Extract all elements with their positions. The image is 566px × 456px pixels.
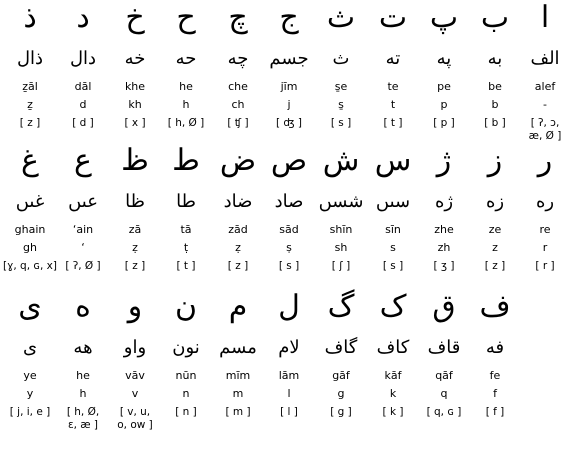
letter-ipa: [ ʤ ]: [276, 117, 302, 129]
letter-ipa: [ ʃ ]: [331, 260, 351, 272]
letter-glyph: چ: [228, 0, 248, 35]
letter-name-transliteration: he: [76, 369, 90, 382]
letter-romanization: -: [543, 98, 547, 111]
letter-romanization: f: [493, 387, 497, 400]
letter-glyph: س: [374, 143, 412, 178]
letter-name-transliteration: ye: [23, 369, 37, 382]
letter-glyph: د: [76, 0, 90, 35]
letter-ipa: [ t ]: [383, 117, 403, 129]
letter-name-transliteration: lām: [278, 369, 300, 382]
letter-glyph: ح: [176, 0, 196, 35]
letter-glyph: م: [228, 289, 248, 324]
letter-ipa: [ z ]: [19, 117, 41, 129]
letter-name-persian: گاف: [324, 337, 358, 358]
letter-name-persian: مسم: [219, 337, 257, 358]
letter-name-persian: حه: [175, 48, 197, 69]
letter-ipa: [ f ]: [485, 406, 505, 418]
letter-romanization: h: [79, 387, 87, 400]
letter-romanization: ẓ: [132, 241, 138, 254]
letter-ipa: [ r ]: [535, 260, 555, 272]
letter-name-persian: نون: [172, 337, 200, 358]
letter-name-transliteration: alef: [534, 80, 556, 93]
letter-romanization: z: [492, 241, 498, 254]
letter-name-persian: طا: [176, 191, 196, 212]
letter-romanization: l: [287, 387, 291, 400]
letter-name-persian: قاف: [427, 337, 461, 358]
letter-glyph: ب: [480, 0, 510, 35]
letter-glyph: غ: [21, 143, 39, 178]
letter-name-transliteration: khe: [124, 80, 146, 93]
letter-name-persian: ژه: [434, 191, 454, 212]
letter-name-persian: صاد: [274, 191, 304, 212]
letter-name-persian: شسں: [318, 191, 364, 212]
letter-glyph: ص: [270, 143, 308, 178]
letter-romanization: r: [542, 241, 548, 254]
letter-romanization: g: [337, 387, 345, 400]
letter-name-transliteration: he: [179, 80, 193, 93]
letter-name-transliteration: fe: [489, 369, 501, 382]
letter-name-persian: ث: [332, 48, 350, 69]
letter-glyph: ت: [378, 0, 408, 35]
letter-romanization: ṭ: [183, 241, 189, 254]
letter-romanization: n: [182, 387, 190, 400]
letter-glyph: ا: [540, 0, 550, 35]
letter-romanization: q: [440, 387, 448, 400]
letter-glyph: گ: [327, 289, 355, 324]
letter-name-transliteration: shīn: [329, 223, 353, 236]
letter-ipa: [ s ]: [330, 117, 352, 129]
letter-name-persian: جسم: [269, 48, 309, 69]
letter-ipa: [ n ]: [175, 406, 197, 418]
letter-name-persian: ظا: [125, 191, 145, 212]
letter-name-transliteration: mīm: [225, 369, 251, 382]
letter-romanization: y: [26, 387, 34, 400]
letter-ipa: [ ʒ ]: [433, 260, 455, 272]
letter-ipa: [ l ]: [280, 406, 298, 418]
letter-name-transliteration: zhe: [434, 223, 454, 236]
letter-glyph: ظ: [121, 143, 149, 178]
letter-name-transliteration: gāf: [332, 369, 350, 382]
letter-name-persian: ره: [535, 191, 555, 212]
letter-name-persian: فه: [485, 337, 505, 358]
letter-name-transliteration: tā: [180, 223, 192, 236]
letter-romanization: m: [232, 387, 244, 400]
letter-name-transliteration: nūn: [175, 369, 197, 382]
letter-romanization: t: [390, 98, 396, 111]
letter-name-persian: عىں: [68, 191, 98, 212]
letter-glyph: ج: [279, 0, 299, 35]
letter-ipa: [ q, ɢ ]: [426, 406, 462, 418]
letter-name-persian: غىں: [15, 191, 45, 212]
letter-glyph: ف: [479, 289, 511, 324]
letter-romanization: kh: [128, 98, 142, 111]
letter-glyph: خ: [125, 0, 145, 35]
letter-name-persian: په: [436, 48, 452, 69]
letter-romanization: zh: [437, 241, 451, 254]
letter-name-transliteration: be: [488, 80, 502, 93]
letter-ipa: [ s ]: [382, 260, 404, 272]
letter-ipa: [ ʔ, Ø ]: [65, 260, 101, 272]
letter-romanization: ch: [231, 98, 245, 111]
letter-romanization: h: [182, 98, 190, 111]
letter-ipa: [ ʔ, ɔ, æ, Ø ]: [528, 117, 562, 142]
letter-ipa: [ v, u, o, ow ]: [117, 406, 153, 431]
letter-romanization: k: [389, 387, 397, 400]
letter-ipa: [ k ]: [382, 406, 404, 418]
letter-glyph: و: [127, 289, 143, 324]
letter-ipa: [ ʧ ]: [227, 117, 249, 129]
letter-name-transliteration: qāf: [435, 369, 453, 382]
letter-ipa: [ h, Ø ]: [167, 117, 205, 129]
letter-name-persian: الف: [530, 48, 560, 69]
letter-romanization: j: [287, 98, 291, 111]
letter-name-persian: ذال: [16, 48, 44, 69]
letter-glyph: ر: [537, 143, 553, 178]
letter-glyph: ل: [278, 289, 300, 324]
letter-name-transliteration: zā: [128, 223, 142, 236]
letter-glyph: ن: [174, 289, 198, 324]
letter-name-persian: ضاد: [223, 191, 253, 212]
letter-ipa: [ z ]: [484, 260, 506, 272]
letter-glyph: ض: [219, 143, 257, 178]
letter-name-transliteration: re: [539, 223, 551, 236]
letter-glyph: ک: [379, 289, 407, 324]
letter-name-transliteration: ghain: [14, 223, 46, 236]
letter-ipa: [ p ]: [433, 117, 455, 129]
letter-romanization: sh: [334, 241, 348, 254]
letter-glyph: ذ: [23, 0, 37, 35]
letter-glyph: ع: [74, 143, 92, 178]
letter-name-transliteration: te: [387, 80, 399, 93]
letter-name-persian: ى: [22, 337, 38, 358]
letter-romanization: ṣ: [286, 241, 292, 254]
letter-name-transliteration: che: [228, 80, 248, 93]
letter-glyph: ط: [172, 143, 200, 178]
letter-name-persian: لام: [278, 337, 300, 358]
letter-name-persian: چه: [227, 48, 249, 69]
letter-romanization: d: [79, 98, 87, 111]
letter-romanization: ẓ: [235, 241, 241, 254]
letter-name-transliteration: kāf: [384, 369, 402, 382]
letter-glyph: ه: [75, 289, 91, 324]
letter-name-transliteration: ‘ain: [72, 223, 94, 236]
letter-romanization: s: [390, 241, 396, 254]
letter-romanization: b: [491, 98, 499, 111]
letter-romanization: ẕ: [27, 98, 33, 111]
letter-ipa: [ z ]: [124, 260, 146, 272]
letter-name-persian: کاف: [376, 337, 410, 358]
letter-name-persian: هه: [73, 337, 93, 358]
letter-name-persian: واو: [123, 337, 147, 358]
letter-name-transliteration: zād: [228, 223, 248, 236]
letter-name-transliteration: vāv: [125, 369, 145, 382]
letter-glyph: ش: [322, 143, 360, 178]
letter-name-persian: ته: [385, 48, 401, 69]
letter-name-transliteration: dāl: [74, 80, 92, 93]
letter-ipa: [ s ]: [278, 260, 300, 272]
letter-name-transliteration: jīm: [280, 80, 298, 93]
letter-romanization: gh: [23, 241, 37, 254]
letter-ipa: [ x ]: [124, 117, 146, 129]
letter-name-transliteration: ze: [488, 223, 502, 236]
letter-ipa: [ d ]: [72, 117, 94, 129]
letter-romanization: ‘: [81, 241, 85, 254]
letter-ipa: [ j, i, e ]: [9, 406, 51, 418]
letter-name-transliteration: pe: [437, 80, 451, 93]
letter-name-transliteration: ẕāl: [22, 80, 38, 93]
letter-name-persian: به: [487, 48, 503, 69]
letter-ipa: [ g ]: [330, 406, 352, 418]
letter-name-persian: خه: [124, 48, 146, 69]
letter-name-persian: سىں: [375, 191, 411, 212]
letter-romanization: p: [440, 98, 448, 111]
letter-ipa: [ɣ, q, ɢ, x]: [3, 260, 57, 272]
letter-ipa: [ b ]: [484, 117, 506, 129]
letter-romanization: v: [131, 387, 139, 400]
letter-name-transliteration: s̱e: [334, 80, 348, 93]
letter-name-persian: زه: [485, 191, 505, 212]
letter-name-persian: دال: [69, 48, 97, 69]
letter-glyph: ث: [326, 0, 356, 35]
letter-ipa: [ m ]: [225, 406, 251, 418]
letter-ipa: [ h, Ø, ɛ, æ ]: [66, 406, 100, 431]
letter-ipa: [ t ]: [176, 260, 196, 272]
letter-ipa: [ z ]: [227, 260, 249, 272]
letter-name-transliteration: sād: [279, 223, 299, 236]
letter-glyph: پ: [429, 0, 459, 35]
letter-glyph: ژ: [436, 143, 452, 178]
letter-glyph: ز: [487, 143, 503, 178]
letter-romanization: s̱: [338, 98, 344, 111]
letter-glyph: ی: [18, 289, 42, 324]
letter-glyph: ق: [432, 289, 456, 324]
letter-name-transliteration: sīn: [385, 223, 401, 236]
